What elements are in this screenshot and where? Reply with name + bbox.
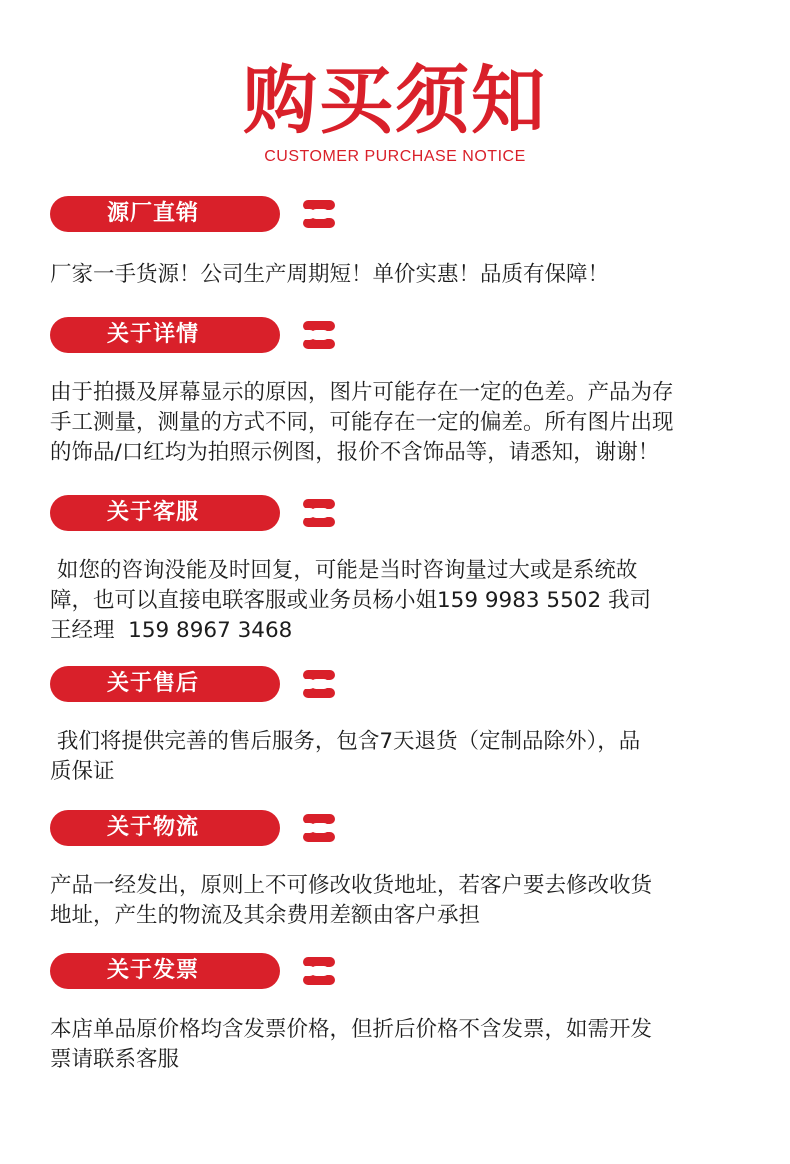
section-banner bbox=[50, 666, 290, 702]
section-body: 由于拍摄及屏幕显示的原因，图片可能存在一定的色差。产品为存 手工测量，测量的方式不同，可能存在一定的偏差。所有图片出现 的饰品/口红均为拍照示例图，报价不含饰品等，请悉知，谢谢！ bbox=[50, 380, 674, 465]
section-banner bbox=[50, 810, 290, 846]
section-banner bbox=[50, 953, 290, 989]
section-body: 如您的咨询没能及时回复，可能是当时咨询量过大或是系统故 障，也可以直接电联客服或业务员杨小姐159 9983 5502 我司 王经理 159 8967 3468 bbox=[50, 558, 651, 643]
section-title: 源厂直销 bbox=[106, 201, 199, 226]
section-title: 关于发票 bbox=[106, 958, 199, 983]
section-banner bbox=[50, 196, 290, 232]
section-body: 本店单品原价格均含发票价格，但折后价格不含发票，如需开发 票请联系客服 bbox=[50, 1017, 653, 1072]
section-banner bbox=[50, 495, 290, 531]
section-banner bbox=[50, 317, 290, 353]
section-title: 关于售后 bbox=[106, 671, 199, 696]
section-body: 产品一经发出，原则上不可修改收货地址，若客户要去修改收货 地址，产生的物流及其余费用差额由客户承担 bbox=[50, 873, 653, 928]
section-title: 关于客服 bbox=[106, 500, 199, 525]
page-subtitle: CUSTOMER PURCHASE NOTICE bbox=[264, 148, 526, 165]
page-title: 购买须知 bbox=[243, 58, 547, 144]
section-title: 关于物流 bbox=[106, 815, 199, 840]
section-body: 我们将提供完善的售后服务，包含7天退货（定制品除外），品 质保证 bbox=[50, 729, 641, 784]
section-title: 关于详情 bbox=[106, 322, 199, 347]
section-body: 厂家一手货源！公司生产周期短！单价实惠！品质有保障！ bbox=[50, 262, 610, 287]
